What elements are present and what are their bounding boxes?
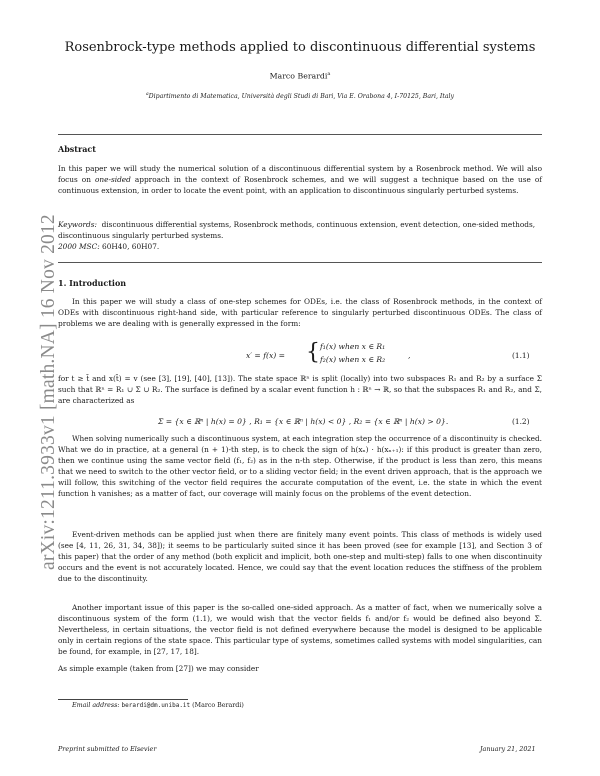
keywords-text: discontinuous differential systems, Rosenbrock methods, continuous extension, event detection, one-sided methods, discontinuous singularly perturbed systems.	[58, 220, 536, 240]
footnote-name: (Marco Berardi)	[192, 702, 244, 709]
affiliation-mark: a	[145, 92, 149, 97]
intro-paragraph-1: In this paper we will study a class of one-step schemes for ODEs, i.e. the class of Rosenbrock methods, in the context of ODEs with discontinuous right-hand side, with particular reference to singularly perturbed discontinuous ODEs. The class of problems we are dealing with is generally expressed in the form:	[58, 297, 542, 328]
intro-paragraph-4: Event-driven methods can be applied just when there are finitely many event points. This class of methods is widely used (see [4, 11, 26, 31, 34, 38]); it seems to be particularly suited since it has been proved (see for example [13], and Section 3 of this paper) that the order of any method (both explicit and implicit, both one-step and multi-step) falls to one when discontinuity occurs and the event is not accurately located. Hence, we could say that the event location reduces the stiffness of the problem due to the discontinuity.	[58, 530, 542, 583]
section-heading: 1. Introduction	[58, 278, 127, 288]
intro-paragraph-3: When solving numerically such a discontinuous system, at each integration step the occurrence of a discontinuity is checked. What we do in practice, at a general (n + 1)-th step, is to check the sign of h(xₙ) · h(xₙ₊₁): if this product is greater than zero, then we continue using the same vector field (f₁, f₂) as in the n-th step. Otherwise, if the product is less than zero, this means that we need to switch to the other vector field, or to a sliding vector field; in the event driven approach, that is the approach we will follow, this switching of the vector field requires the accurate computation of the event, i.e. the state in which the event function h vanishes; as a matter of fact, our coverage will mainly focus on the problems of the event detection.	[58, 434, 542, 498]
abstract-text-a: In this paper we will study the numerical solution of a discontinuous differential system by a Rosenbrock method. We will also focus on	[58, 164, 542, 184]
equation-1-1-number: (1.1)	[512, 351, 530, 360]
equation-1-1-row1: f₁(x) when x ∈ R₁	[320, 342, 386, 351]
msc-text: 60H40, 60H07.	[102, 241, 160, 251]
equation-brace: {	[306, 340, 320, 365]
arxiv-stamp-text: arXiv:1211.3933v1 [math.NA] 16 Nov 2012	[38, 214, 59, 570]
intro-paragraph-5: Another important issue of this paper is the so-called one-sided approach. As a matter of fact, when we numerically solve a discontinuous system of the form (1.1), we would wish that the vector fields f₁ and/or f₂ would be defined also beyond Σ. Nevertheless, in certain situations, the vector field is not defined everywhere because the model is designed to be applicable only in certain regions of the state space. This particular type of systems, sometimes called systems with model singularities, can be found, for example, in [27, 17, 18].	[58, 603, 542, 656]
footer-left: Preprint submitted to Elsevier	[58, 745, 157, 753]
paper-title: Rosenbrock-type methods applied to discontinuous differential systems	[64, 40, 536, 55]
intro-paragraph-2: for t ≥ t̄ and x(t̄) = v (see [3], [19], [40], [13]). The state space ℝⁿ is split (locally) into two subspaces R₁ and R₂ by a surface Σ such that ℝⁿ = R₁ ∪ Σ ∪ R₂. The surface is defined by a scalar event function h : ℝⁿ → ℝ, so that the subspaces R₁ and R₂, and Σ, are characterized as	[58, 374, 542, 405]
equation-1-1-row2: f₂(x) when x ∈ R₂	[320, 355, 386, 364]
footnote-label: Email address:	[72, 702, 120, 709]
footer-right: January 21, 2021	[480, 745, 536, 753]
abstract-bottom-rule	[58, 262, 542, 263]
abstract-top-rule	[58, 134, 542, 135]
footnote-email[interactable]: berardi@dm.uniba.it	[121, 702, 191, 709]
equation-1-2-number: (1.2)	[512, 417, 530, 426]
intro-paragraph-6: As simple example (taken from [27]) we may consider	[58, 664, 259, 673]
keywords-block	[58, 220, 542, 253]
affiliation-text: Dipartimento di Matematica, Università degli Studi di Bari, Via E. Orabona 4, I-70125, Bari, Italy	[148, 93, 455, 101]
abstract-heading: Abstract	[58, 144, 96, 154]
author-line	[0, 71, 600, 81]
author-name: Marco Berardi	[269, 71, 328, 81]
footnote-rule	[58, 699, 188, 700]
abstract-text-em: one-sided	[95, 174, 131, 184]
author-mark: a	[327, 71, 331, 77]
abstract-text	[58, 164, 542, 197]
abstract-text-b: approach in the context of Rosenbrock schemes, and we will suggest a technique based on the use of continuous extension, in order to locate the event point, with an application to discontinuous singularly perturbed systems.	[58, 174, 542, 195]
footnote	[72, 702, 244, 709]
equation-1-2: Σ = {x ∈ ℝⁿ | h(x) = 0} , R₁ = {x ∈ ℝⁿ | h(x) < 0} , R₂ = {x ∈ ℝⁿ | h(x) > 0}.	[158, 417, 449, 426]
equation-1-1-lhs: x′ = f(x) =	[246, 351, 285, 360]
keywords-label: Keywords:	[58, 220, 97, 229]
arxiv-stamp	[8, 210, 59, 570]
equation-1-1-tail: ,	[408, 351, 411, 360]
msc-label: 2000 MSC:	[58, 241, 100, 251]
affiliation	[0, 92, 600, 100]
